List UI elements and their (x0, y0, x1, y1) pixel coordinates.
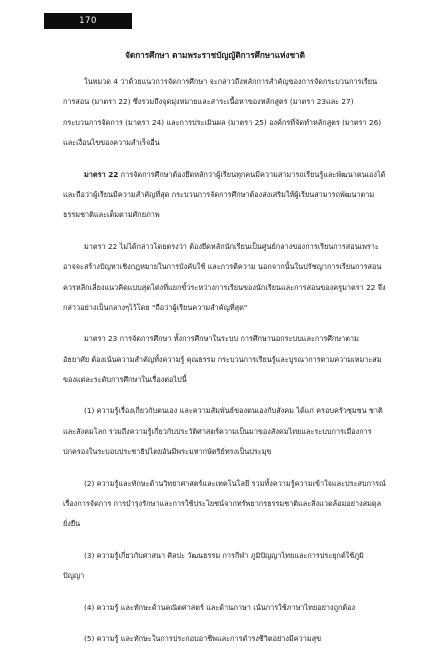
text-line: มาตรา 22 ไม่ได้กล่าวโดยตรงว่า ต้องยึดหลักนักเรียนเป็นศูนย์กลางของการเรียนการสอนเพราะ (84, 241, 379, 251)
text-line: ธรรมชาติและเต็มตามศักยภาพ (63, 210, 160, 220)
text-line: เรื่องการจัดการ การบำรุงรักษาและการใช้ประโยชน์จากทรัพยากรธรรมชาติและสิ่งแวดล้อมอย่างสมดุล (63, 499, 382, 509)
text-line: และถือว่าผู้เรียนมีความสำคัญที่สุด กระบวนการจัดการศึกษาต้องส่งเสริมให้ผู้เรียนสามารถพัฒนาตาม (63, 189, 375, 199)
text-line: และเงื่อนไขของความสำเร็จอื่น (63, 138, 160, 148)
text-line: กล่าวอย่างเป็นกลางๆไว้โดย "ถือว่าผู้เรียนความสำคัญที่สุด" (63, 302, 248, 312)
text-line: ปัญญา (63, 571, 85, 581)
section-22-heading: มาตรา 22 (84, 169, 119, 179)
list-item (63, 598, 391, 618)
text-line: (4) ความรู้ และทักษะด้านคณิตศาสตร์ และด้านภาษา เน้นการใช้ภาษาไทยอย่างถูกต้อง (84, 602, 356, 612)
text-line: อาจจะสร้างปัญหาเชิงกฎหมายในการบังคับใช้ และการตีความ นอกจากนั้นในปรัชญาการเรียนการสอน (63, 262, 382, 272)
page-number-label: 170 (44, 13, 132, 29)
text-line: อัธยาศัย ต้องเน้นความสำคัญทั้งความรู้ คุณธรรม กระบวนการเรียนรู้และบูรณาการตามความเหมาะสม (63, 354, 382, 364)
text-line (63, 165, 391, 185)
section-23-list (63, 401, 391, 649)
text-line: ควรหลีกเลี่ยงแนวคิดแบบสุดโต่งที่แยกขั้วระหว่างการเรียนของนักเรียนและการสอนของครูมาตรา 22 จึง (63, 282, 386, 292)
section-22-commentary-paragraph (63, 237, 391, 319)
text-line: ในหมวด 4 ว่าด้วยแนวการจัดการศึกษา จะกล่าวถึงหลักการสำคัญของการจัดกระบวนการเรียน (84, 77, 378, 86)
list-item (63, 546, 391, 587)
page-title: จัดการศึกษา ตามพระราชบัญญัติการศึกษาแห่งชาติ (125, 50, 305, 60)
section-23-paragraph (63, 329, 391, 390)
list-item (63, 629, 391, 649)
list-item (63, 401, 391, 462)
text-line: ของแต่ละระดับการศึกษาในเรื่องต่อไปนี้ (63, 375, 187, 385)
intro-paragraph (63, 72, 391, 154)
text-segment: การจัดการศึกษาต้องยึดหลักว่าผู้เรียนทุกคนมีความสามารถเรียนรู้และพัฒนาตนเองได้ (118, 169, 386, 179)
text-line: (5) ความรู้ และทักษะในการประกอบอาชีพและการดำรงชีวิตอย่างมีความสุข (84, 633, 322, 643)
text-line: การสอน (มาตรา 22) ซึ่งรวมถึงจุดมุ่งหมายและสาระเนื้อหาของหลักสูตร (มาตรา 23และ 27) (63, 97, 354, 107)
text-line: (3) ความรู้เกี่ยวกับศาสนา ศิลปะ วัฒนธรรม การกีฬา ภูมิปัญญาไทยและการประยุกต์ใช้ภูมิ (84, 550, 364, 560)
text-line: ยั่งยืน (63, 519, 81, 529)
text-line: มาตรา 23 การจัดการศึกษา ทั้งการศึกษาในระบบ การศึกษานอกระบบและการศึกษาตาม (84, 334, 359, 344)
section-22-paragraph (63, 165, 391, 226)
text-line: ปกครองในระบอบประชาธิปไตยอันมีพระมหากษัตริย์ทรงเป็นประมุข (63, 447, 272, 457)
text-line: กระบวนการจัดการ (มาตรา 24) และการประเมินผล (มาตรา 25) องค์กรที่จัดทำหลักสูตร (มาตรา 26) (63, 117, 382, 127)
list-item (63, 474, 391, 535)
document-body (63, 72, 391, 649)
text-line: และสังคมโลก รวมถึงความรู้เกี่ยวกับประวัติศาสตร์ความเป็นมาของสังคมไทยและระบบการเมืองการ (63, 426, 372, 436)
text-line: (1) ความรู้เรื่องเกี่ยวกับตนเอง และความสัมพันธ์ของตนเองกับสังคม ได้แก่ ครอบครัวชุมชน ชาติ (84, 406, 383, 416)
text-line: (2) ความรู้และทักษะด้านวิทยาศาสตร์และเทคโนโลยี รวมทั้งความรู้ความเข้าใจและประสบการณ์ (84, 478, 386, 488)
